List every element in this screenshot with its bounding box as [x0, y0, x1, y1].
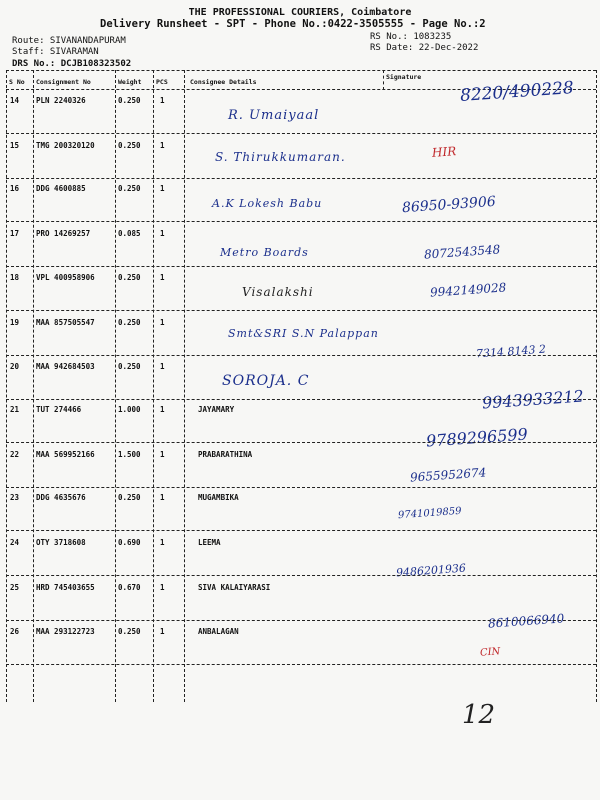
row-sno: 26: [10, 627, 20, 636]
row-signature: 7314 8143 2: [475, 342, 547, 361]
col-header-signature: Signature: [386, 73, 422, 81]
col-divider: [596, 70, 597, 702]
row-consignment-no: DDG 4600885: [36, 184, 86, 193]
row-sno: 16: [10, 184, 20, 193]
row-consignment-no: TUT 274466: [36, 405, 82, 414]
row-consignee: SIVA KALAIYARASI: [198, 583, 271, 592]
row-separator: [6, 355, 596, 356]
row-pcs: 1: [160, 229, 165, 238]
row-pcs: 1: [160, 362, 165, 371]
row-consignment-no: PRO 14269257: [36, 229, 91, 238]
row-sno: 18: [10, 273, 20, 282]
row-consignment-no: MAA 857505547: [36, 318, 95, 327]
row-sno: 20: [10, 362, 20, 371]
row-consignment-no: MAA 942684503: [36, 362, 95, 371]
row-pcs: 1: [160, 141, 165, 150]
drs-number: DRS No.: DCJB108323502: [12, 59, 132, 69]
col-header-consignment: Consignment No: [36, 78, 91, 86]
row-consignee: JAYAMARY: [198, 405, 235, 414]
rs-date: RS Date: 22-Dec-2022: [370, 43, 479, 53]
row-pcs: 1: [160, 450, 165, 459]
row-signature: 9942149028: [429, 280, 507, 300]
col-divider: [184, 70, 185, 702]
row-consignee: ANBALAGAN: [198, 627, 239, 636]
row-separator: [6, 266, 596, 267]
row-signature: 8220/490228: [459, 78, 575, 106]
row-pcs: 1: [160, 583, 165, 592]
row-consignment-no: MAA 569952166: [36, 450, 95, 459]
row-weight: 0.250: [118, 493, 141, 502]
row-pcs: 1: [160, 493, 165, 502]
row-signature: HIR: [431, 144, 457, 160]
row-consignment-no: VPL 400958906: [36, 273, 95, 282]
row-weight: 0.250: [118, 362, 141, 371]
handwritten-page-mark: 12: [462, 700, 496, 730]
row-consignment-no: OTY 3718608: [36, 538, 86, 547]
row-weight: 0.670: [118, 583, 141, 592]
row-weight: 0.250: [118, 627, 141, 636]
row-signature: CIN: [479, 646, 501, 659]
row-separator: [6, 620, 596, 621]
row-signature: 9741019859: [397, 505, 462, 522]
row-signature: 9655952674: [409, 465, 487, 485]
row-sno: 19: [10, 318, 20, 327]
row-sno: 23: [10, 493, 20, 502]
row-consignee: MUGAMBIKA: [198, 493, 239, 502]
row-sno: 21: [10, 405, 20, 414]
row-pcs: 1: [160, 184, 165, 193]
row-weight: 0.085: [118, 229, 141, 238]
row-separator: [6, 221, 596, 222]
col-header-weight: Weight: [118, 78, 142, 86]
row-separator: [6, 664, 596, 665]
row-consignment-no: DDG 4635676: [36, 493, 86, 502]
col-header-pcs: PCS: [156, 78, 168, 86]
row-consignment-no: PLN 2240326: [36, 96, 86, 105]
row-consignment-no: HRD 745403655: [36, 583, 95, 592]
row-separator: [6, 530, 596, 531]
col-divider: [153, 70, 154, 702]
row-consignee: LEEMA: [198, 538, 221, 547]
row-separator: [6, 442, 596, 443]
row-consignment-no: MAA 293122723: [36, 627, 95, 636]
col-divider: [6, 70, 7, 702]
row-weight: 0.250: [118, 318, 141, 327]
row-weight: 0.250: [118, 96, 141, 105]
row-weight: 0.250: [118, 141, 141, 150]
row-weight: 1.500: [118, 450, 141, 459]
row-sno: 17: [10, 229, 20, 238]
row-pcs: 1: [160, 273, 165, 282]
row-separator: [6, 399, 596, 400]
row-weight: 1.000: [118, 405, 141, 414]
table-top-rule: [6, 70, 596, 71]
row-handwritten-name: Smt&SRI S.N Palappan: [228, 327, 379, 340]
row-weight: 0.250: [118, 273, 141, 282]
row-handwritten-name: S. Thirukkumaran.: [215, 150, 346, 164]
row-sno: 25: [10, 583, 20, 592]
col-divider: [383, 70, 384, 90]
row-sno: 15: [10, 141, 20, 150]
row-separator: [6, 575, 596, 576]
row-signature: 9789296599: [425, 424, 529, 451]
row-pcs: 1: [160, 538, 165, 547]
row-handwritten-name: A.K Lokesh Babu: [212, 197, 323, 210]
page-title: THE PROFESSIONAL COURIERS, Coimbatore: [188, 7, 412, 18]
row-signature: 86950-93906: [401, 193, 497, 217]
staff-label: Staff: SIVARAMAN: [12, 47, 99, 57]
rs-number: RS No.: 1083235: [370, 32, 452, 42]
row-weight: 0.690: [118, 538, 141, 547]
row-handwritten-name: R. Umaiyaal: [228, 108, 320, 123]
row-signature: 8072543548: [423, 242, 501, 262]
col-header-sno: S No: [9, 78, 25, 86]
row-pcs: 1: [160, 318, 165, 327]
row-consignee: PRABARATHINA: [198, 450, 253, 459]
row-sno: 14: [10, 96, 20, 105]
row-separator: [6, 133, 596, 134]
route-label: Route: SIVANANDAPURAM: [12, 36, 126, 46]
row-handwritten-name: SOROJA. C: [222, 373, 310, 389]
row-handwritten-name: Metro Boards: [220, 246, 309, 259]
row-separator: [6, 487, 596, 488]
col-divider: [115, 70, 116, 702]
row-pcs: 1: [160, 96, 165, 105]
row-separator: [6, 178, 596, 179]
row-sno: 24: [10, 538, 20, 547]
row-sno: 22: [10, 450, 20, 459]
row-handwritten-name: Visalakshi: [242, 285, 314, 299]
row-pcs: 1: [160, 405, 165, 414]
row-consignment-no: TMG 200320120: [36, 141, 95, 150]
col-divider: [33, 70, 34, 702]
row-signature: 9943933212: [481, 386, 585, 413]
row-separator: [6, 310, 596, 311]
row-signature: 8610066940: [487, 611, 565, 631]
row-signature: 9486201936: [395, 561, 467, 580]
row-pcs: 1: [160, 627, 165, 636]
page-subtitle: Delivery Runsheet - SPT - Phone No.:0422-3505555 - Page No.:2: [100, 18, 486, 30]
row-weight: 0.250: [118, 184, 141, 193]
col-header-consignee: Consignee Details: [190, 78, 257, 86]
